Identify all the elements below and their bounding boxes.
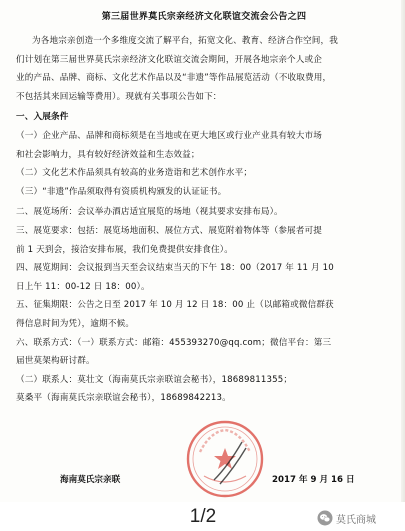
intro-line-3: 业的产品、品牌、商标、文化艺术作品以及“非遗”等作品展览活动（不收取费用， xyxy=(16,73,332,84)
section-1-item-b: （二）文化艺术作品须具有较高的业务造诣和艺术创作水平； xyxy=(16,168,253,179)
intro-line-2: 们计划在第三届世界莫氏宗亲经济文化联谊交流会期间，开展各地宗亲个人或企 xyxy=(16,54,323,65)
section-4-line-1: 四、展览期间：会议报到当天至会议结束当天的下午 18：00（2017 年 11 月 10 xyxy=(16,263,334,274)
signing-organization: 海南莫氏宗亲联 xyxy=(60,475,121,485)
page-indicator: 1/2 xyxy=(189,506,217,527)
section-1-heading: 一、入展条件 xyxy=(16,112,69,123)
section-3-line-1: 三、展览要求：包括：展览场地面积、展位方式、展览附着物体等（参展者可提 xyxy=(16,225,323,236)
section-2: 二、展览场所：会议举办酒店适宜展览的场地（视其要求安排布局）。 xyxy=(16,207,283,218)
section-6-contact-1: （二）联系人：莫壮文（海南莫氏宗亲联谊会秘书），18689811355； xyxy=(16,374,293,385)
section-6-contact-2: 莫桑平（海南莫氏宗亲联谊会秘书），18689842213。 xyxy=(16,393,231,404)
section-1-item-a-line-2: 和社会影响力，具有较好经济效益和生态效益； xyxy=(16,149,200,160)
intro-line-1: 为各地宗亲创造一个多维度交流了解平台，拓宽文化、教育、经济合作空间，我 xyxy=(32,36,339,46)
page-edge xyxy=(401,0,405,502)
wechat-icon xyxy=(317,510,333,526)
section-5-line-1: 五、征集期限：公告之日至 2017 年 10 月 12 日 18：00 止（以邮箱或微信群获 xyxy=(16,300,334,311)
section-1-item-a-line-1: （一）企业产品、品牌和商标须是在当地或在更大地区或行业产业具有较大市场 xyxy=(16,130,323,141)
watermark xyxy=(317,509,376,527)
intro-line-4: 不包括其来回运输等费用）。现就有关事项公告如下： xyxy=(16,91,222,102)
section-6-line-2: 届世莫架构研讨群。 xyxy=(16,356,95,367)
section-1-item-c: （三）“非遗”作品须取得有资质机构颁发的认证证书。 xyxy=(16,186,227,197)
section-5-line-2: 得信息时间为凭），逾期不候。 xyxy=(16,318,135,329)
signing-date: 2017 年 9 月 16 日 xyxy=(272,475,355,485)
document-title: 第三届世界莫氏宗亲经济文化联谊交流会公告之四 xyxy=(101,12,307,22)
signature-line xyxy=(16,473,392,489)
watermark-text: 莫氏商城 xyxy=(336,514,376,526)
section-6-line-1: 六、联系方式：（一）联系方式：邮箱：455393270@qq.com；微信平台：第三 xyxy=(16,337,332,348)
section-3-line-2: 前 1 天到会，接洽安排布展，我们免费提供安排食住）。 xyxy=(16,244,233,255)
announcement-body xyxy=(16,10,392,408)
section-4-line-2: 日上午 11：00-12 日 18：00）。 xyxy=(16,281,150,292)
